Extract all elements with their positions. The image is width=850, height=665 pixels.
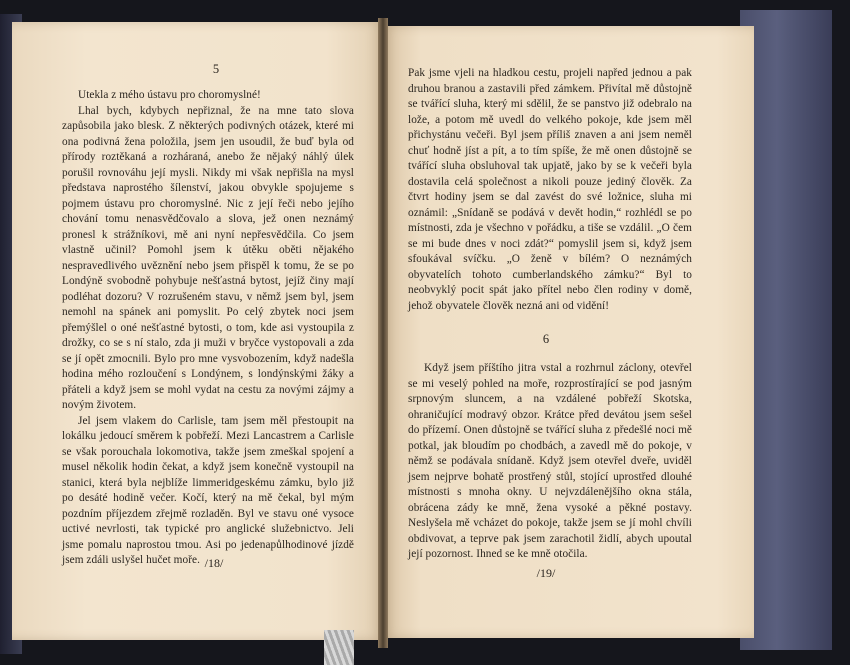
page-number: /19/ <box>536 566 556 580</box>
page-number: /18/ <box>204 556 224 570</box>
right-page-text-bottom <box>408 361 692 563</box>
paragraph: Jel jsem vlakem do Carlisle, tam jsem měl přestoupit na lokálku jedoucí směrem k pobřeží. Mezi Lancastrem a Carlisle se však porouchala lokomotiva, takže jsem zmeškal spojení a musel několik hodin čekat, a když jsem konečně vystoupil na stanici, která byla nejblíže limmeridgeskému zámku, bylo již po desáté hodině večer. Kočí, který na mě čekal, byl mým pozdním příjezdem zřejmě rozladěn. Byl ve stavu oné vysoce uctivé nevrlosti, tak typické pro anglické služebnictvo. Jeli jsme pomalu naprostou tmou. Asi po jedenapůlhodinové jízdě jsem zdáli uslyšel hučet moře. <box>62 414 354 566</box>
bookmark-ribbon <box>324 630 354 665</box>
chapter-number: 5 <box>212 62 220 76</box>
paragraph: Lhal bych, kdybych nepřiznal, že na mne tato slova zapůsobila jako blesk. Z některých podivných otázek, které mi ona podivná žena položila, jsem jen usoudil, že buď byla od přírody roztěkaná a rozháraná, anebo že nějaký náhlý úlek porušil rovnováhu její mysli. Nikdy mi však nepřišla na mysl představa naprostého šílenství, jakou obvykle spojujeme s pojmem ústavu pro choromyslné. Nic z její řeči nebo jejího chování tomu nenasvědčovalo a slova, jež onen neznámý pronesl k strážníkovi, mě ani nyní nepřesvědčila. Co jsem vlastně učinil? Pomohl jsem k útěku oběti nějakého nespravedlivého uvěznění nebo jsem přispěl k tomu, že se po Londýně svobodně pohybuje nešťastná bytost, jejíž činy mají podléhat dozoru? V rozrušeném stavu, v němž jsem byl, jsem nemohl na spánek ani pomyslit. Po celý zbytek noci jsem přemýšlel o oné nešťastné bytosti, o tom, kde asi vystoupila z drožky, co se s ní stalo, zda ji muži v bryčce vystopovali a zda se jí opět zmocnili. Bylo pro mne vysvobozením, když nadešla hodina mého rozloučení s Londýnem, s londýnskými žáky a přáteli a když jsem se mohl vydat na cestu za novými zájmy a novým životem. <box>62 104 354 411</box>
paragraph: Pak jsme vjeli na hladkou cestu, projeli napřed jednou a pak druhou branou a zastavili před zámkem. Přivítal mě důstojně se tvářící sluha, který mi sdělil, že se panstvo již odebralo na lože, a potom mě uvedl do velkého pokoje, kde jsem měl přichystánu večeři. Byl jsem příliš znaven a ani jsem neměl chuť hodně jíst a pít, a to tím spíše, že mě onen důstojně se tvářící sluha obsluhoval tak upjatě, jako by se k večeři byla dostavila celá společnost a nikoli pouze jediný člověk. Za čtvrt hodiny jsem se dal zavést do své ložnice, sluha mi oznámil: „Snídaně se podává v devět hodin,“ rozhlédl se po místnosti, zda je všechno v pořádku, a tiše se vzdálil. „O čem se mi bude dnes v noci zdát?“ pomyslil jsem si, když jsem sfoukával svíčku. „O ženě v bílém? O neznámých obyvatelích tohoto cumberlandského zámku?“ Byl to neobvyklý pocit spát jako přítel nebo člen rodiny v domě, jehož obyvatele člověk nezná ani od vidění! <box>408 67 692 312</box>
paragraph: Utekla z mého ústavu pro choromyslné! <box>78 89 261 101</box>
book-gutter <box>378 18 388 648</box>
paragraph: Když jsem příštího jitra vstal a rozhrnul záclony, otevřel se mi veselý pohled na moře, rozprostírající se pod jasným srpnovým sluncem, a na vzdálené pobřeží Skotska, ohraničující modravý obzor. Krátce před devátou jsem sešel do přízemí. Onen důstojně se tvářící sluha z předešlé noci mě potkal, jak bloudím po chodbách, a zavedl mě do pokoje, v němž se podávala snídaně. Když jsem otevřel dveře, uviděl jsem nejprve bohatě prostřený stůl, stojící uprostřed dlouhé místnosti s mnoha okny. U nejvzdálenějšího okna stála, obrácena zády ke mně, žena vysoké a pěkné postavy. Neslyšela mě vcházet do pokoje, takže jsem se jí mohl chvíli obdivovat, a teprve pak jsem zarachotil židlí, abych upoutal její pozornost. Ihned se ke mně otočila. <box>408 362 692 560</box>
chapter-number: 6 <box>542 332 550 346</box>
right-page-text-top <box>408 66 692 314</box>
left-page-text <box>62 88 354 569</box>
